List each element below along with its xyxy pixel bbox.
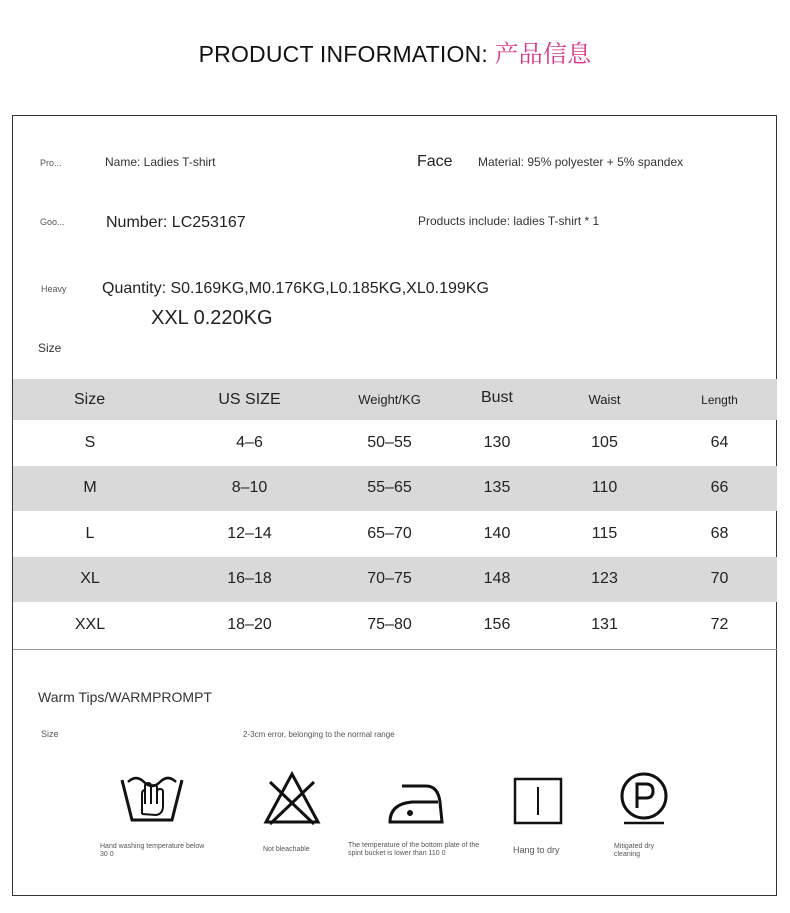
- cell-weight: 65–70: [367, 524, 412, 542]
- products-include: Products include: ladies T-shirt * 1: [418, 214, 600, 228]
- iron-caption: The temperature of the bottom plate of the spint bucket is lower than 110 0: [348, 842, 480, 857]
- cell-us-size: 8–10: [231, 479, 268, 497]
- product-name: Name: Ladies T-shirt: [105, 155, 216, 169]
- cell-bust: 140: [483, 524, 511, 542]
- material: Material: 95% polyester + 5% spandex: [478, 155, 684, 169]
- page-title: [0, 34, 790, 69]
- cell-size: L: [85, 524, 95, 542]
- cell-length: 72: [710, 615, 729, 633]
- cell-us-size: 4–6: [236, 433, 263, 451]
- header-waist: Waist: [588, 392, 621, 407]
- product-label: Pro...: [40, 158, 62, 168]
- table-row: [13, 557, 777, 603]
- cell-weight: 55–65: [367, 479, 412, 497]
- table-row: [13, 602, 777, 648]
- title-en: PRODUCT INFORMATION:: [198, 41, 488, 67]
- hand-wash-caption: Hand washing temperature below 30 0: [100, 843, 205, 858]
- cell-waist: 123: [591, 570, 618, 588]
- header-bust: Bust: [480, 388, 513, 406]
- cell-bust: 135: [483, 479, 511, 497]
- face-label: Face: [417, 153, 453, 170]
- header-weight: Weight/KG: [358, 392, 421, 407]
- iron-icon: [388, 780, 444, 826]
- cell-size: XXL: [74, 615, 106, 633]
- cell-length: 66: [710, 479, 729, 497]
- dry-clean-caption: Mitigated dry cleaning: [614, 843, 655, 858]
- hang-dry-caption: Hang to dry: [513, 845, 560, 855]
- cell-us-size: 12–14: [227, 524, 272, 542]
- cell-length: 64: [710, 433, 729, 451]
- cell-waist: 105: [591, 433, 618, 451]
- cell-us-size: 18–20: [227, 615, 272, 633]
- table-row: [13, 466, 777, 512]
- header-size: Size: [74, 390, 106, 408]
- cell-us-size: 16–18: [227, 570, 272, 588]
- header-length: Length: [701, 392, 738, 407]
- table-row: [13, 420, 777, 466]
- error-note: 2-3cm error, belonging to the normal range: [243, 730, 395, 739]
- quantity: Quantity: S0.169KG,M0.176KG,L0.185KG,XL0.199KG: [102, 280, 489, 297]
- cell-length: 70: [710, 570, 729, 588]
- not-bleachable-icon: [262, 770, 322, 826]
- no-bleach-caption: Not bleachable: [263, 846, 310, 853]
- goods-label: Goo...: [40, 217, 65, 227]
- warm-tips-heading: Warm Tips/WARMPROMPT: [38, 689, 212, 705]
- section-divider: [13, 649, 777, 650]
- cell-size: S: [84, 433, 96, 451]
- tips-size-label: Size: [41, 729, 59, 739]
- table-row: [13, 511, 777, 557]
- cell-size: M: [83, 479, 97, 497]
- table-header-row: [13, 379, 777, 420]
- cell-length: 68: [710, 524, 729, 542]
- cell-waist: 115: [591, 524, 618, 542]
- cell-weight: 75–80: [367, 615, 412, 633]
- dry-clean-icon: [618, 770, 670, 826]
- cell-bust: 156: [483, 615, 511, 633]
- size-table: [13, 379, 777, 648]
- cell-weight: 50–55: [367, 433, 412, 451]
- cell-size: XL: [80, 570, 100, 588]
- cell-bust: 130: [483, 433, 511, 451]
- header-us-size: US SIZE: [218, 390, 281, 408]
- quantity-xxl: XXL 0.220KG: [151, 307, 273, 329]
- title-cn: 产品信息: [494, 40, 592, 68]
- size-label: Size: [38, 341, 62, 355]
- hang-dry-icon: [513, 777, 563, 825]
- cell-waist: 131: [591, 615, 618, 633]
- cell-weight: 70–75: [367, 570, 412, 588]
- cell-waist: 110: [591, 479, 618, 497]
- hand-wash-icon: [118, 770, 186, 826]
- heavy-label: Heavy: [41, 284, 67, 294]
- product-number: Number: LC253167: [106, 214, 246, 231]
- cell-bust: 148: [483, 570, 511, 588]
